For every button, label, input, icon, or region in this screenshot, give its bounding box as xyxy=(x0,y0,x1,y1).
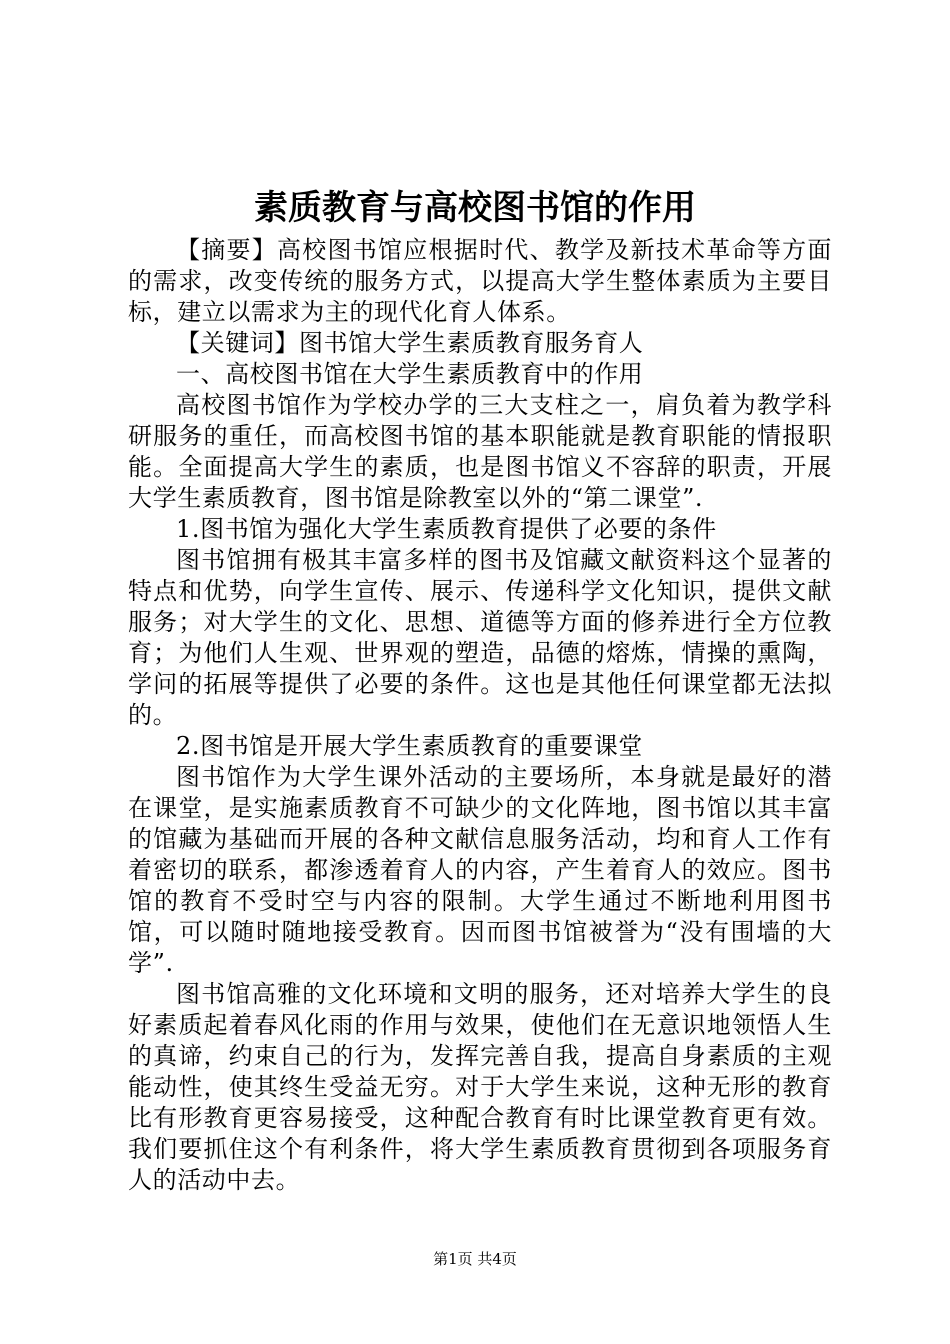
body-paragraph: 高校图书馆作为学校办学的三大支柱之一，肩负着为教学科研服务的重任，而高校图书馆的基本职能就是教育职能的情报职能。全面提高大学生的素质，也是图书馆义不容辞的职责，开展大学生素质教育，图书馆是除教室以外的“第二课堂”. xyxy=(128,391,832,512)
page-footer: 第1页 共4页 xyxy=(433,1250,517,1268)
subsection-heading-2: 2.图书馆是开展大学生素质教育的重要课堂 xyxy=(176,732,643,760)
document-body xyxy=(128,235,832,1196)
body-paragraph: 图书馆高雅的文化环境和文明的服务，还对培养大学生的良好素质起着春风化雨的作用与效果，使他们在无意识地领悟人生的真谛，约束自己的行为，发挥完善自我，提高自身素质的主观能动性，使其终生受益无穷。对于大学生来说，这种无形的教育比有形教育更容易接受，这种配合教育有时比课堂教育更有效。我们要抓住这个有利条件，将大学生素质教育贯彻到各项服务育人的活动中去。 xyxy=(128,980,832,1194)
body-paragraph: 图书馆作为大学生课外活动的主要场所，本身就是最好的潜在课堂，是实施素质教育不可缺少的文化阵地，图书馆以其丰富的馆藏为基础而开展的各种文献信息服务活动，均和育人工作有着密切的联系，都渗透着育人的内容，产生着育人的效应。图书馆的教育不受时空与内容的限制。大学生通过不断地利用图书馆，可以随时随地接受教育。因而图书馆被誉为“没有围墙的大学”. xyxy=(128,763,832,977)
document-title: 素质教育与高校图书馆的作用 xyxy=(254,188,696,228)
body-paragraph: 图书馆拥有极其丰富多样的图书及馆藏文献资料这个显著的特点和优势，向学生宣传、展示、传递科学文化知识，提供文献服务；对大学生的文化、思想、道德等方面的修养进行全方位教育；为他们人生观、世界观的塑造，品德的熔炼，情操的熏陶，学问的拓展等提供了必要的条件。这也是其他任何课堂都无法拟的。 xyxy=(128,546,832,729)
section-heading-1: 一、高校图书馆在大学生素质教育中的作用 xyxy=(176,360,644,388)
keywords-paragraph: 【关键词】图书馆大学生素质教育服务育人 xyxy=(176,329,644,357)
abstract-paragraph: 【摘要】高校图书馆应根据时代、教学及新技术革命等方面的需求，改变传统的服务方式，以提高大学生整体素质为主要目标，建立以需求为主的现代化育人体系。 xyxy=(128,236,832,326)
subsection-heading-1: 1.图书馆为强化大学生素质教育提供了必要的条件 xyxy=(176,515,717,543)
